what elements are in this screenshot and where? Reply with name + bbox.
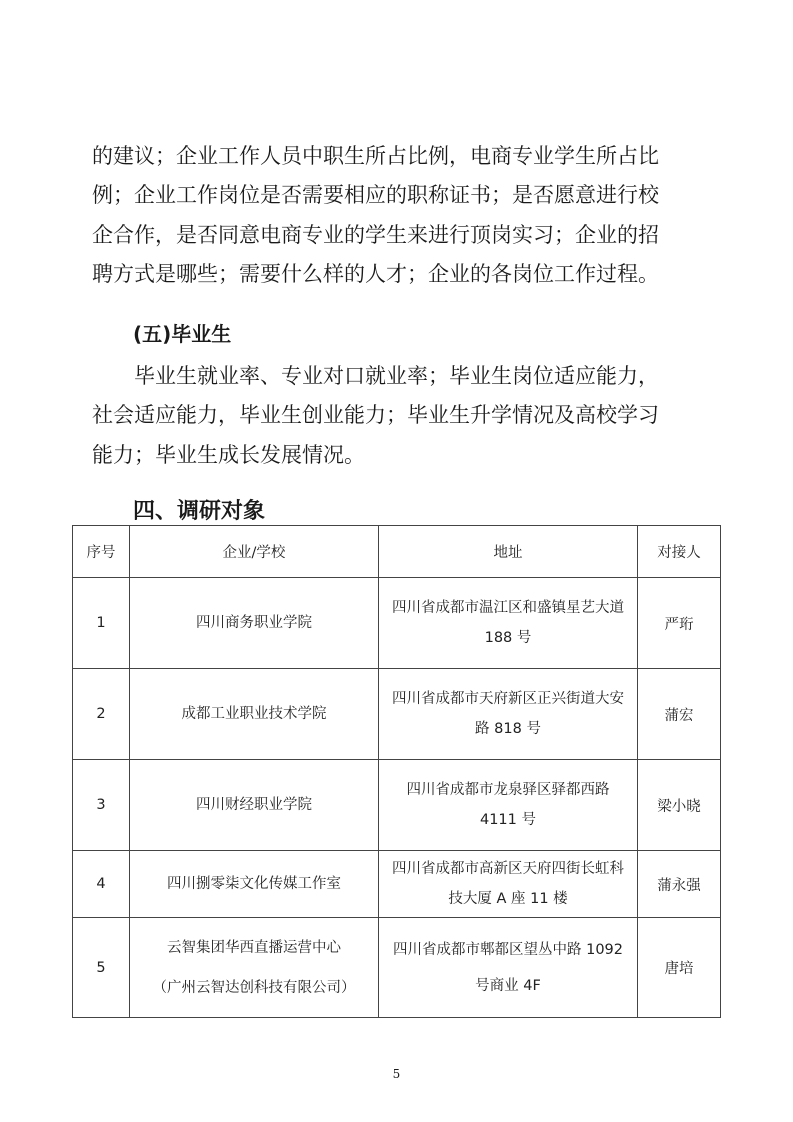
table-row	[73, 851, 721, 918]
org-line: 四川商务职业学院	[196, 615, 312, 631]
text-line: 企合作，是否同意电商专业的学生来进行顶岗实习；企业的招	[92, 222, 659, 247]
cell-contact: 梁小晓	[638, 760, 721, 851]
column-header-address: 地址	[379, 526, 638, 578]
org-line: 成都工业职业技术学院	[181, 706, 327, 722]
cell-no: 1	[73, 578, 130, 669]
address-line: 四川省成都市龙泉驿区驿都西路	[406, 782, 610, 798]
table-row	[73, 918, 721, 1018]
table-row	[73, 669, 721, 760]
section-heading-graduates: (五)毕业生	[133, 322, 232, 346]
text-line: 能力；毕业生成长发展情况。	[92, 442, 365, 467]
address-line: 四川省成都市温江区和盛镇星艺大道	[392, 600, 624, 616]
text-line: 社会适应能力，毕业生创业能力；毕业生升学情况及高校学习	[92, 403, 659, 428]
address-line: 四川省成都市高新区天府四街长虹科	[392, 861, 624, 877]
cell-contact: 严珩	[638, 578, 721, 669]
paragraph-graduates	[92, 357, 712, 475]
cell-contact: 蒲宏	[638, 669, 721, 760]
cell-no: 5	[73, 918, 130, 1018]
column-header-org: 企业/学校	[130, 526, 379, 578]
research-subjects-table	[72, 525, 721, 1018]
cell-no: 4	[73, 851, 130, 918]
text-line: 的建议；企业工作人员中职生所占比例，电商专业学生所占比	[92, 144, 659, 168]
column-header-no: 序号	[73, 526, 130, 578]
cell-address	[379, 918, 638, 1018]
cell-contact: 蒲永强	[638, 851, 721, 918]
cell-org	[130, 851, 379, 918]
text-line: 例；企业工作岗位是否需要相应的职称证书；是否愿意进行校	[92, 183, 659, 208]
address-line: 四川省成都市天府新区正兴街道大安	[392, 691, 624, 707]
org-line: （广州云智达创科技有限公司）	[152, 979, 356, 996]
cell-address	[379, 760, 638, 851]
address-line: 188 号	[484, 630, 532, 646]
cell-org	[130, 669, 379, 760]
table-header-row	[73, 526, 721, 578]
org-line: 四川捌零柒文化传媒工作室	[167, 876, 341, 892]
cell-address	[379, 669, 638, 760]
address-line: 4111 号	[479, 812, 536, 828]
address-line: 技大厦 A 座 11 楼	[448, 891, 568, 907]
table-row	[73, 760, 721, 851]
cell-address	[379, 851, 638, 918]
address-line: 路 818 号	[475, 721, 541, 737]
cell-contact: 唐培	[638, 918, 721, 1018]
table-row	[73, 578, 721, 669]
section-heading-research-subjects: 四、调研对象	[133, 499, 266, 524]
paragraph-enterprise-survey	[92, 137, 712, 294]
address-line: 号商业 4F	[475, 977, 541, 994]
text-line: 毕业生就业率、专业对口就业率；毕业生岗位适应能力，	[134, 364, 659, 388]
cell-org	[130, 578, 379, 669]
column-header-contact: 对接人	[638, 526, 721, 578]
org-line: 四川财经职业学院	[196, 797, 312, 813]
address-line: 四川省成都市郫都区望丛中路 1092	[392, 941, 623, 958]
cell-org	[130, 760, 379, 851]
org-line: 云智集团华西直播运营中心	[167, 939, 341, 956]
cell-address	[379, 578, 638, 669]
cell-org	[130, 918, 379, 1018]
cell-no: 3	[73, 760, 130, 851]
text-line: 聘方式是哪些；需要什么样的人才；企业的各岗位工作过程。	[92, 261, 659, 286]
page-number: 5	[392, 1067, 401, 1081]
cell-no: 2	[73, 669, 130, 760]
